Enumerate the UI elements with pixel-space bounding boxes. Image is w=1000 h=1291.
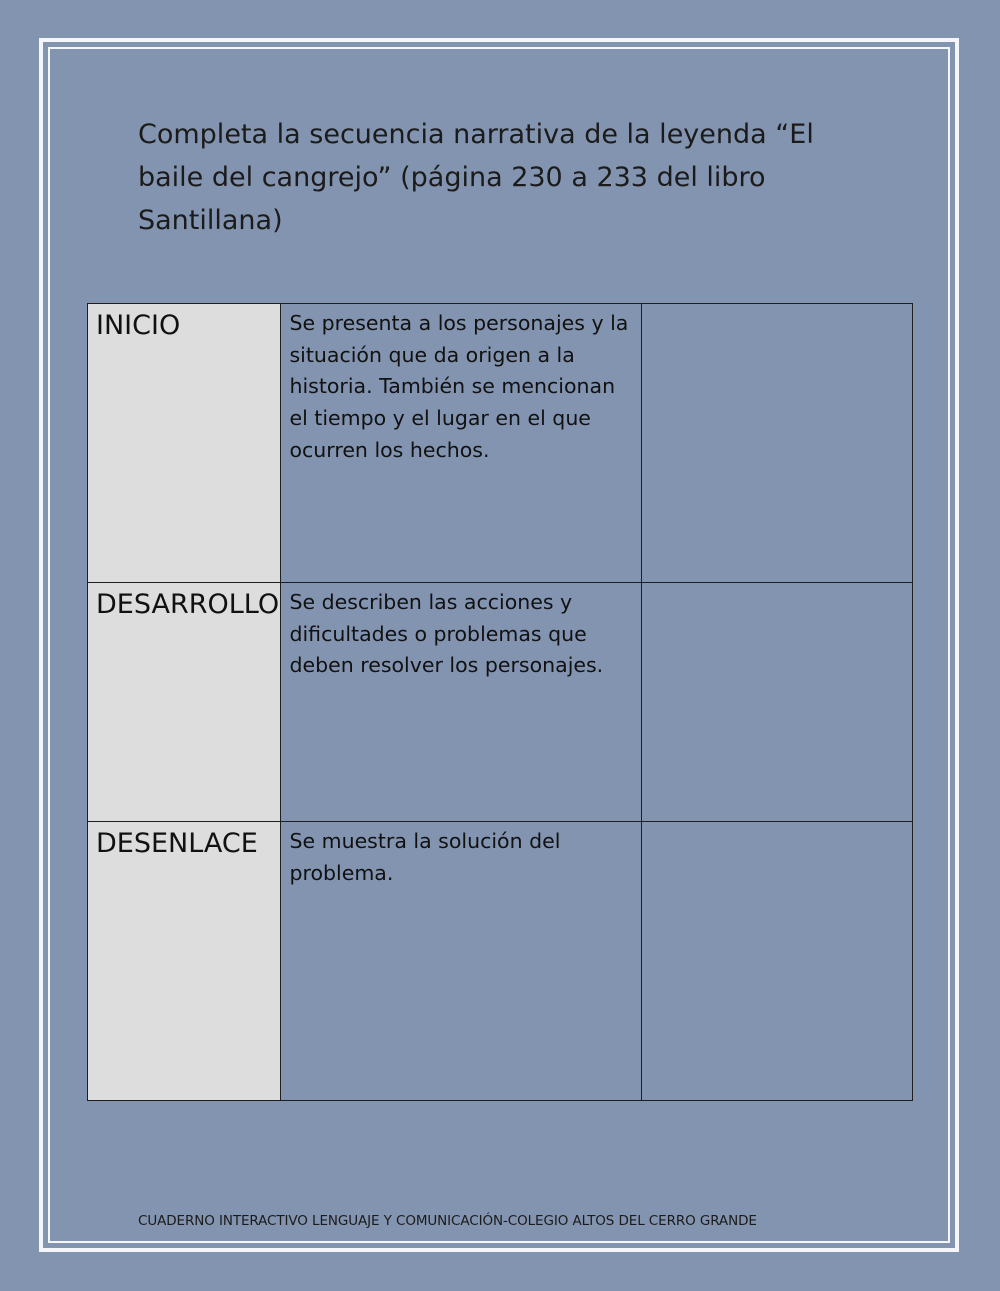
answer-text[interactable] (642, 583, 912, 587)
row-description: Se muestra la solución del problema. (289, 829, 561, 885)
table-row-inicio (88, 304, 913, 583)
row-label: DESENLACE (96, 828, 258, 859)
answer-cell-desarrollo[interactable] (642, 583, 913, 822)
table-row-desarrollo (88, 583, 913, 822)
description-cell-desarrollo (281, 583, 642, 822)
row-label: INICIO (96, 310, 181, 341)
row-description: Se presenta a los personajes y la situación que da origen a la historia. También se mencionan el tiempo y el lugar en el que ocurren los hechos. (289, 311, 629, 462)
answer-text[interactable] (642, 304, 912, 308)
row-label: DESARROLLO (96, 589, 280, 620)
label-cell-inicio (88, 304, 281, 583)
description-cell-inicio (281, 304, 642, 583)
description-cell-desenlace (281, 822, 642, 1101)
row-description: Se describen las acciones y dificultades o problemas que deben resolver los personajes. (289, 590, 604, 678)
label-cell-desenlace (88, 822, 281, 1101)
page-footer: CUADERNO INTERACTIVO LENGUAJE Y COMUNICACIÓN-COLEGIO ALTOS DEL CERRO GRANDE (138, 1213, 757, 1229)
label-cell-desarrollo (88, 583, 281, 822)
page-title: Completa la secuencia narrativa de la leyenda “El baile del cangrejo” (página 230 a 233 del libro Santillana) (138, 119, 814, 236)
answer-cell-desenlace[interactable] (642, 822, 913, 1101)
table-row-desenlace (88, 822, 913, 1101)
answer-text[interactable] (642, 822, 912, 826)
narrative-sequence-table (87, 303, 913, 1101)
answer-cell-inicio[interactable] (642, 304, 913, 583)
